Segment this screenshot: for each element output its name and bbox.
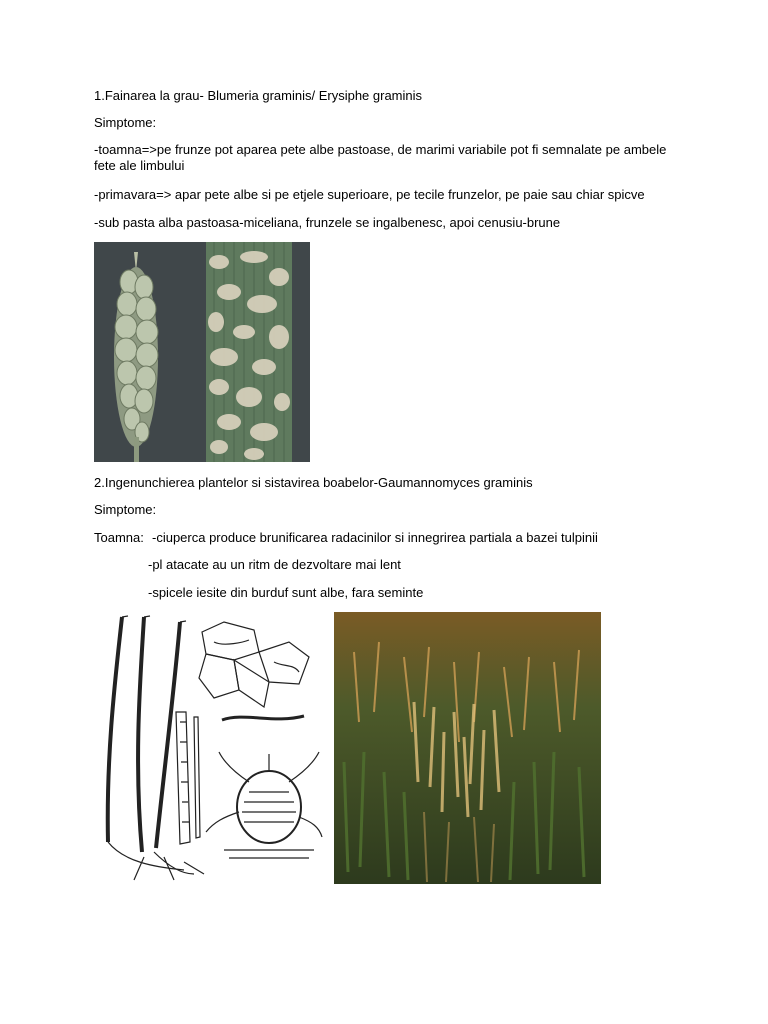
section2-item: -spicele iesite din burduf sunt albe, fara seminte (148, 585, 424, 600)
section1-autumn-text: -toamna=>pe frunze pot aparea pete albe pastoase, de marimi variabile pot fi semnalate pe ambele fete ale limbului (94, 142, 667, 173)
section2-symptoms-heading: Simptome: (94, 502, 157, 517)
section2-item: -ciuperca produce brunificarea radacinilor si innegrirea partiala a bazei tulpinii (152, 530, 598, 545)
section2-item: -pl atacate au un ritm de dezvoltare mai lent (148, 557, 401, 572)
section2-title: 2.Ingenunchierea plantelor si sistavirea boabelor-Gaumannomyces graminis (94, 475, 533, 490)
powdery-mildew-photo (94, 242, 310, 462)
infected-field-photo (334, 612, 601, 884)
infected-leaf-illustration (206, 242, 292, 462)
section1-spring-text: -primavara=> apar pete albe si pe etjele superioare, pe tecile frunzelor, pe paie sau chiar spicve (94, 187, 645, 202)
section1-symptoms-heading: Simptome: (94, 115, 157, 130)
take-all-drawing (94, 612, 324, 884)
section1-under-text: -sub pasta alba pastoasa-miceliana, frunzele se ingalbenesc, apoi cenusiu-brune (94, 215, 561, 230)
section2-season-label: Toamna: (94, 530, 144, 545)
section1-title: 1.Fainarea la grau- Blumeria graminis/ Erysiphe graminis (94, 88, 423, 103)
